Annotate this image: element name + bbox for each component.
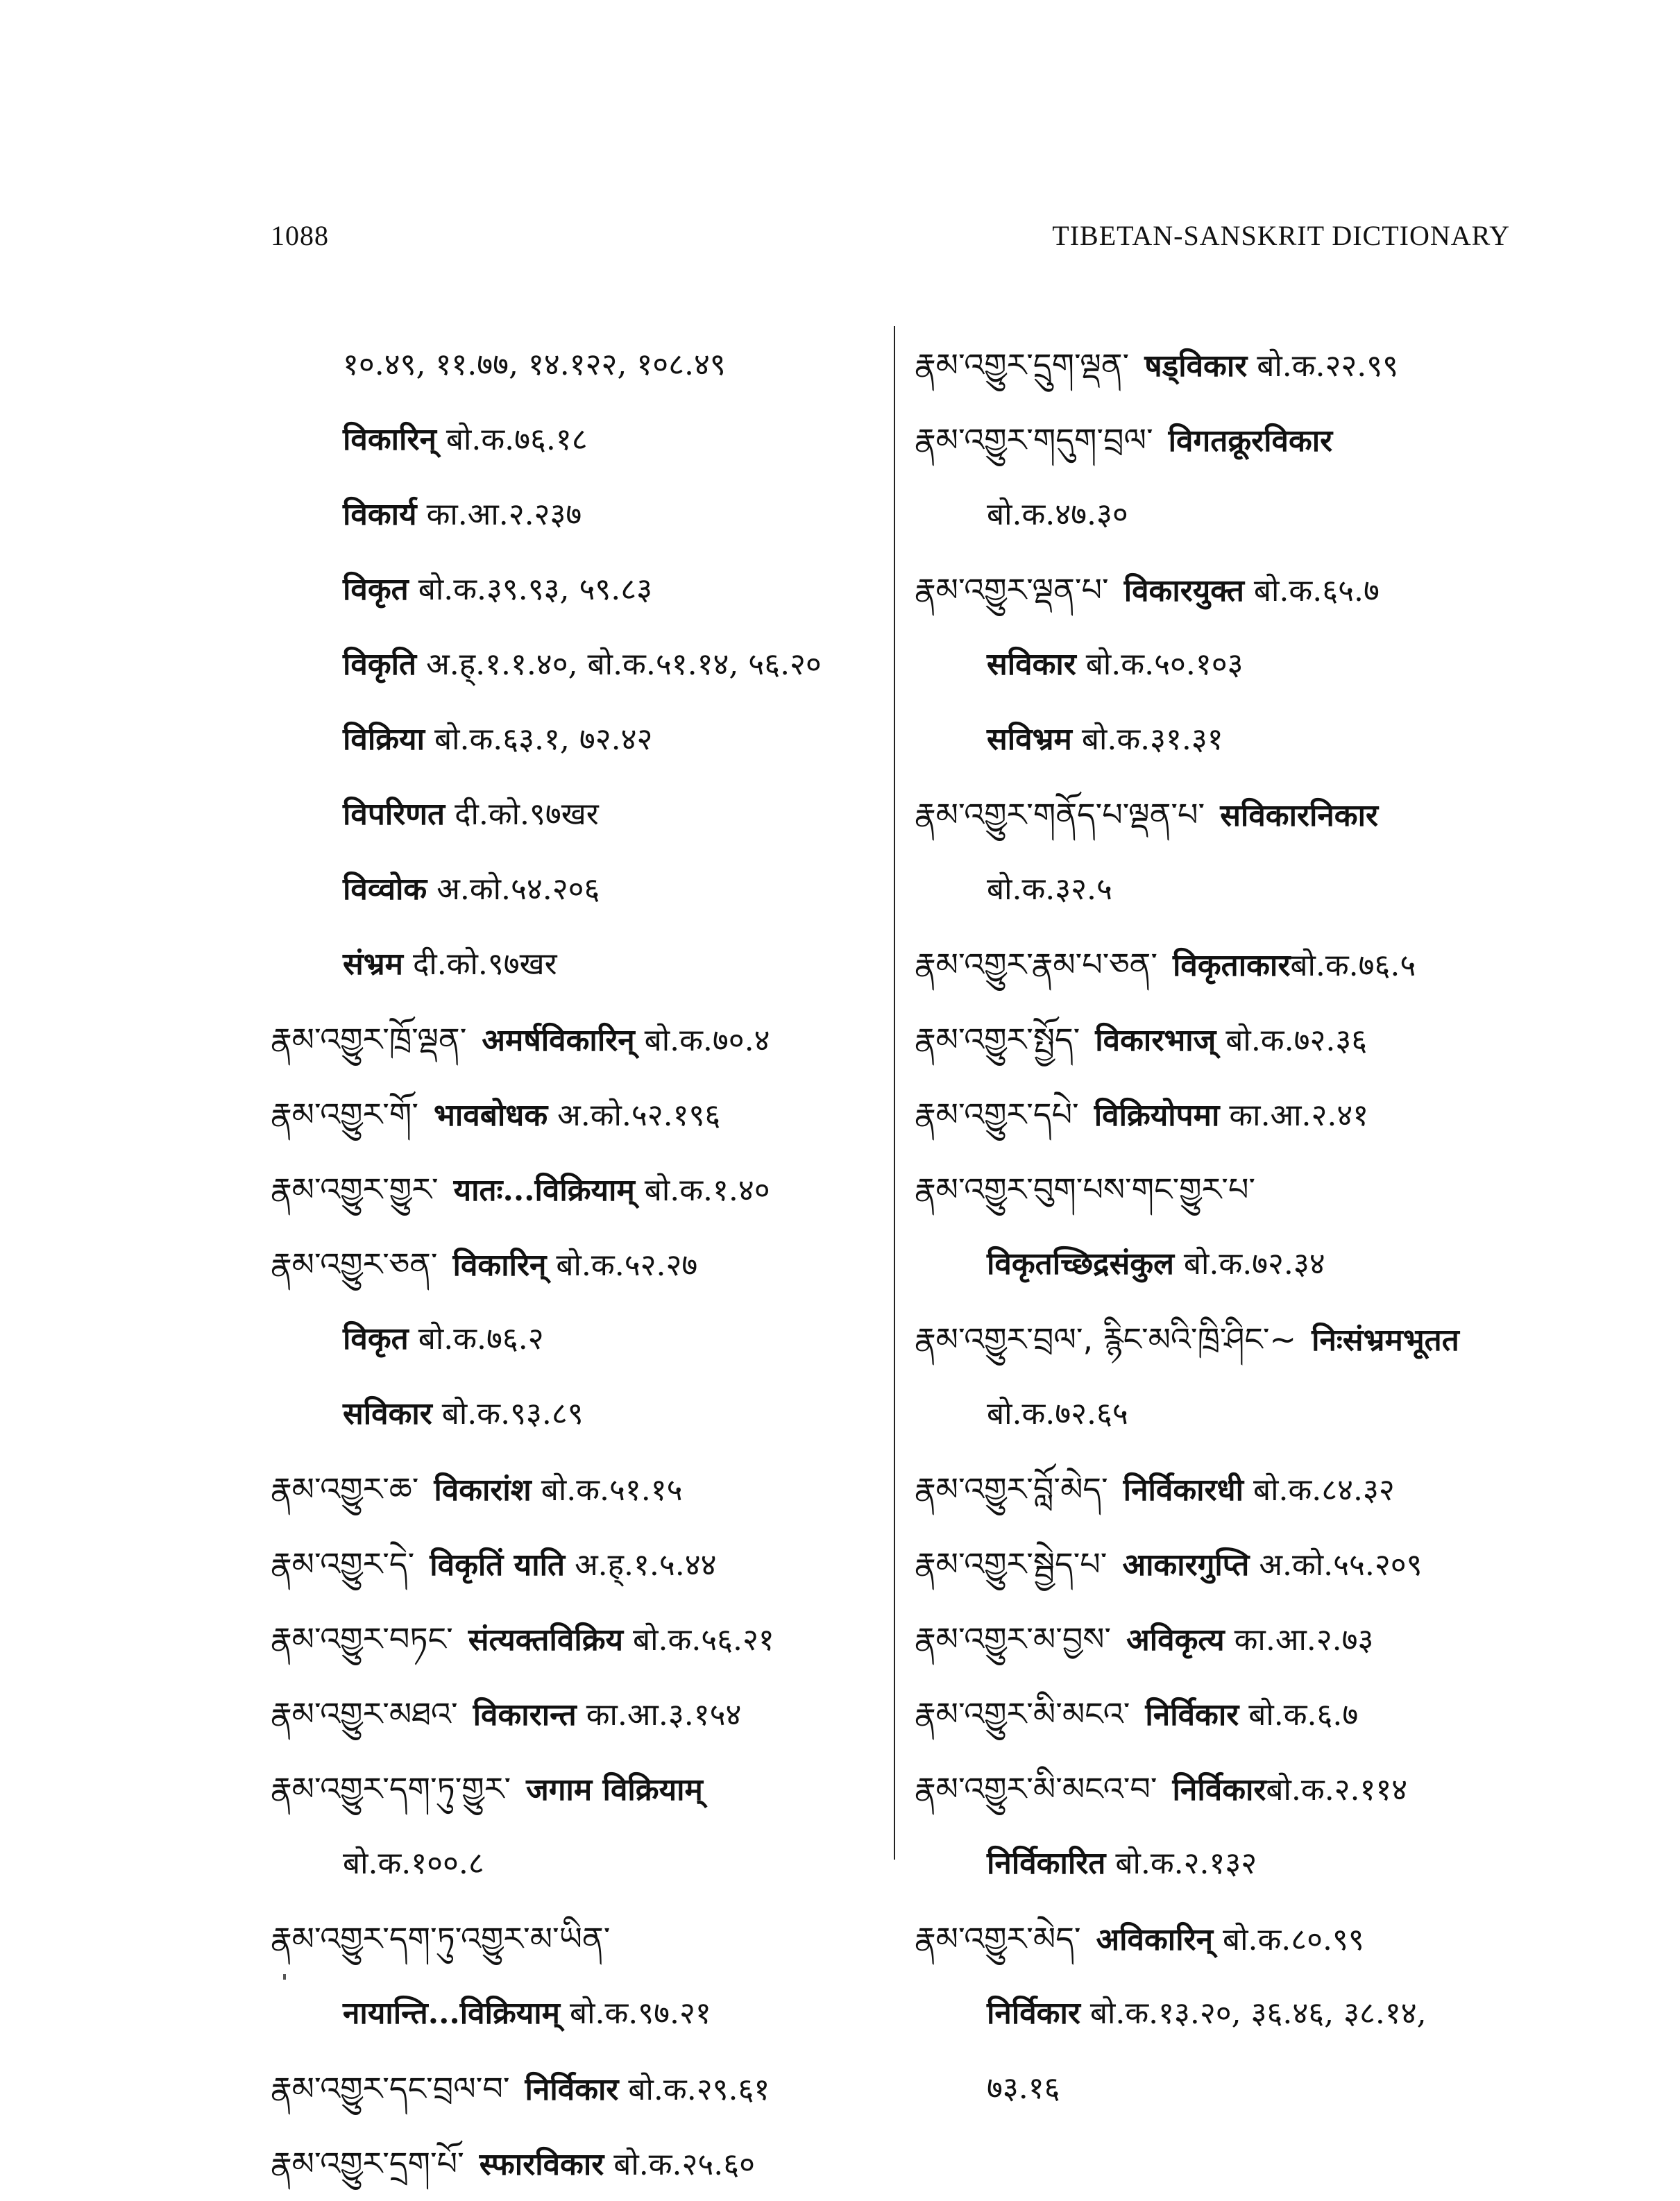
dictionary-line <box>915 1751 1539 1826</box>
dictionary-line <box>271 1976 895 2051</box>
dictionary-line <box>271 2126 895 2201</box>
tibetan-headword: རྣམ་འགྱུར་དྲུག་ལྡན་ <box>915 346 1130 384</box>
tibetan-headword: རྣམ་འགྱུར་དཔེ་ <box>915 1096 1079 1133</box>
sanskrit-equivalent: संभ्रम <box>343 946 403 982</box>
sanskrit-equivalent: यातः...विक्रियाम् <box>453 1173 635 1208</box>
dictionary-line <box>271 1377 895 1452</box>
dictionary-line <box>915 1152 1539 1227</box>
source-reference: का.आ.३.१५४ <box>576 1697 742 1733</box>
sanskrit-equivalent: विकारिन् <box>343 422 436 457</box>
dictionary-line <box>915 852 1539 927</box>
dictionary-line <box>271 702 895 777</box>
tibetan-headword: རྣམ་འགྱུར་ཁྲོ་ལྡན་ <box>271 1021 467 1058</box>
source-reference: बो.क.७२.३६ <box>1216 1023 1368 1058</box>
tibetan-headword: རྣམ་འགྱུར་དག་ཏུ་གྱུར་ <box>271 1770 511 1808</box>
sanskrit-equivalent: विकृत <box>343 572 409 607</box>
dictionary-line <box>271 477 895 552</box>
dictionary-line <box>271 1302 895 1377</box>
source-reference: बो.क.५०.१०३ <box>1076 647 1244 682</box>
source-reference: बो.क.२९.६१ <box>618 2072 770 2107</box>
dictionary-line <box>915 402 1539 477</box>
tibetan-headword: རྣམ་འགྱུར་བཏང་ <box>271 1620 453 1658</box>
dictionary-line <box>915 1676 1539 1751</box>
source-reference: बो.क.५६.२१ <box>623 1622 774 1658</box>
sanskrit-equivalent: विकारिन् <box>452 1248 547 1283</box>
sanskrit-equivalent: अमर्षविकारिन् <box>482 1023 635 1058</box>
source-reference: बो.क.७२.३४ <box>1173 1246 1325 1282</box>
sanskrit-equivalent: भावबोधक <box>433 1098 548 1133</box>
source-reference: बो.क.७२.६५ <box>987 1396 1128 1431</box>
source-reference: बो.क.३९.९३, ५९.८३ <box>408 572 652 607</box>
tibetan-headword: རྣམ་འགྱུར་གདུག་བྲལ་ <box>915 421 1153 459</box>
dictionary-line <box>915 702 1539 777</box>
source-reference: बो.क.८४.३२ <box>1244 1472 1395 1508</box>
source-reference: बो.क.३२.५ <box>987 872 1112 907</box>
dictionary-line <box>271 328 895 402</box>
sanskrit-equivalent: आकारगुप्ति <box>1122 1547 1250 1583</box>
sanskrit-equivalent: अविकृत्य <box>1126 1622 1225 1658</box>
source-reference: बो.क.७६.५ <box>1290 948 1416 983</box>
sanskrit-equivalent: विपरिणत <box>343 797 446 832</box>
dictionary-line <box>271 1227 895 1302</box>
tibetan-headword: རྣམ་འགྱུར་སྦྱེད་པ་ <box>915 1545 1108 1583</box>
tibetan-headword: རྣམ་འགྱུར་མ་བྱས་ <box>915 1620 1112 1658</box>
dictionary-line <box>915 1601 1539 1676</box>
dictionary-line <box>271 552 895 627</box>
dictionary-line <box>915 328 1539 402</box>
dictionary-line <box>915 552 1539 627</box>
tibetan-headword: རྣམ་འགྱུར་ཆ་ <box>271 1470 419 1508</box>
sanskrit-equivalent: स्फारविकार <box>479 2147 604 2182</box>
sanskrit-equivalent: विकारयुक्त <box>1123 573 1244 609</box>
sanskrit-equivalent: निर्विकार <box>525 2072 619 2107</box>
dictionary-line <box>915 927 1539 1002</box>
dictionary-line <box>271 777 895 852</box>
sanskrit-equivalent: सविकारनिकार <box>1220 798 1378 833</box>
dictionary-line <box>915 777 1539 852</box>
tibetan-headword: རྣམ་འགྱུར་དེ་ <box>271 1545 415 1583</box>
sanskrit-equivalent: विकृताकार <box>1173 948 1291 983</box>
tibetan-headword: རྣམ་འགྱུར་མེད་ <box>915 1920 1081 1957</box>
tibetan-headword: རྣམ་འགྱུར་ཅན་ <box>271 1246 438 1283</box>
sanskrit-equivalent: विक्रिया <box>343 722 425 757</box>
dictionary-line <box>271 2051 895 2126</box>
sanskrit-equivalent: जगाम विक्रियाम् <box>526 1772 703 1808</box>
dictionary-line <box>271 1077 895 1152</box>
source-reference: बो.क.८०.९९ <box>1213 1922 1364 1957</box>
tibetan-headword: རྣམ་འགྱུར་སྤྱོད་ <box>915 1021 1080 1058</box>
source-reference: बो.क.७६.२ <box>408 1321 544 1357</box>
dictionary-line <box>915 1302 1539 1377</box>
source-reference: बो.क.१.४० <box>634 1173 770 1208</box>
source-reference: बो.क.५१.१५ <box>531 1472 683 1508</box>
source-reference: बो.क.१३.२०, ३६.४६, ३८.१४, <box>1080 1996 1427 2031</box>
running-head: TIBETAN-SANSKRIT DICTIONARY <box>1052 220 1510 251</box>
sanskrit-equivalent: संत्यक्तविक्रिय <box>468 1622 624 1658</box>
dictionary-line <box>271 852 895 927</box>
dictionary-line <box>271 1527 895 1601</box>
dictionary-line <box>915 1976 1539 2051</box>
sanskrit-equivalent: नायान्ति...विक्रियाम् <box>343 1996 560 2031</box>
dictionary-line <box>915 477 1539 552</box>
left-column <box>271 328 895 2201</box>
source-reference: दी.को.९७खर <box>403 946 557 982</box>
sanskrit-equivalent: विक्रियोपमा <box>1094 1098 1220 1133</box>
source-reference: बो.क.६३.१, ७२.४२ <box>424 722 653 757</box>
sanskrit-equivalent: सविकार <box>987 647 1076 682</box>
dictionary-line <box>271 927 895 1002</box>
sanskrit-equivalent: विव्वोक <box>343 872 427 907</box>
dictionary-line <box>271 1601 895 1676</box>
source-reference: बो.क.६.७ <box>1239 1697 1359 1733</box>
sanskrit-equivalent: अविकारिन् <box>1096 1922 1214 1957</box>
sanskrit-equivalent: विकारभाज् <box>1095 1023 1216 1058</box>
sanskrit-equivalent: विकृतच्छिद्रसंकुल <box>987 1246 1174 1282</box>
sanskrit-equivalent: विगतक्रूरविकार <box>1168 423 1333 459</box>
sanskrit-equivalent: विकृत <box>343 1321 409 1357</box>
tibetan-headword: རྣམ་འགྱུར་དྲག་པོ་ <box>271 2145 464 2182</box>
tibetan-headword: རྣམ་འགྱུར་མི་མངའ་ <box>915 1695 1130 1733</box>
dictionary-line <box>271 402 895 477</box>
source-reference: अ.को.५२.१९६ <box>548 1098 721 1133</box>
page-number: 1088 <box>271 220 329 251</box>
source-reference: बो.क.७०.४ <box>634 1023 770 1058</box>
source-reference: बो.क.५२.२७ <box>546 1248 698 1283</box>
source-reference: बो.क.६५.७ <box>1244 573 1380 609</box>
dictionary-line <box>915 1002 1539 1077</box>
sanskrit-equivalent: निर्विकारधी <box>1123 1472 1244 1508</box>
dictionary-line <box>915 1901 1539 1976</box>
source-reference: बो.क.९३.८९ <box>432 1396 584 1431</box>
source-reference: का.आ.२.२३७ <box>416 497 582 532</box>
source-reference: बो.क.३१.३१ <box>1071 722 1223 757</box>
sanskrit-equivalent: सविकार <box>343 1396 432 1431</box>
source-reference: अ.को.५५.२०९ <box>1249 1547 1423 1583</box>
dictionary-line <box>915 1452 1539 1527</box>
dictionary-line <box>271 1901 895 1976</box>
source-reference: दी.को.९७खर <box>445 797 599 832</box>
dictionary-line <box>915 1077 1539 1152</box>
tibetan-headword: རྣམ་འགྱུར་ལྡན་པ་ <box>915 571 1109 609</box>
source-reference: बो.क.२.१३२ <box>1105 1846 1257 1881</box>
tibetan-headword: རྣམ་འགྱུར་རྣམ་པ་ཅན་ <box>915 946 1158 983</box>
dictionary-line <box>915 1527 1539 1601</box>
dictionary-line <box>915 1377 1539 1452</box>
dictionary-line <box>271 1002 895 1077</box>
dictionary-line <box>271 1826 895 1901</box>
tibetan-headword: རྣམ་འགྱུར་གནོད་པ་ལྡན་པ་ <box>915 796 1205 833</box>
tibetan-headword: རྣམ་འགྱུར་བློ་མེད་ <box>915 1470 1108 1508</box>
dictionary-line <box>271 1452 895 1527</box>
source-reference: अ.ह्.१.१.४०, बो.क.५१.१४, ५६.२० <box>416 647 822 682</box>
right-column <box>915 328 1539 2126</box>
source-reference: बो.क.९७.२१ <box>560 1996 711 2031</box>
sanskrit-equivalent: निर्विकार <box>1172 1772 1266 1808</box>
dictionary-line <box>915 627 1539 702</box>
source-reference: १०.४९, ११.७७, १४.१२२, १०८.४९ <box>343 347 726 382</box>
source-reference: बो.क.४७.३० <box>987 497 1128 532</box>
sanskrit-equivalent: विकारान्त <box>473 1697 577 1733</box>
tibetan-headword: རྣམ་འགྱུར་དག་ཏུ་འགྱུར་མ་ཡིན་ <box>271 1920 611 1957</box>
tibetan-headword: རྣམ་འགྱུར་མཐའ་ <box>271 1695 458 1733</box>
source-reference: का.आ.२.४१ <box>1219 1098 1369 1133</box>
sanskrit-equivalent: षड्विकार <box>1144 348 1248 384</box>
tibetan-headword: རྣམ་འགྱུར་མི་མངའ་བ་ <box>915 1770 1157 1808</box>
tibetan-headword: རྣམ་འགྱུར་བུག་པས་གང་གྱུར་པ་ <box>915 1171 1256 1208</box>
dictionary-line <box>271 1751 895 1826</box>
sanskrit-equivalent: विकृति <box>343 647 417 682</box>
sanskrit-equivalent: विकारांश <box>434 1472 532 1508</box>
stray-print-mark <box>283 1974 286 1980</box>
sanskrit-equivalent: निर्विकार <box>1145 1697 1239 1733</box>
dictionary-line <box>915 1227 1539 1302</box>
dictionary-line <box>915 2051 1539 2126</box>
source-reference: का.आ.२.७३ <box>1224 1622 1374 1658</box>
tibetan-headword: རྣམ་འགྱུར་དང་བྲལ་བ་ <box>271 2070 510 2107</box>
source-reference: अ.ह्.१.५.४४ <box>565 1547 717 1583</box>
column-divider <box>894 326 895 1860</box>
source-reference: ७३.१६ <box>987 2071 1060 2106</box>
source-reference: बो.क.२.११४ <box>1266 1772 1408 1808</box>
tibetan-headword: རྣམ་འགྱུར་གོ་ <box>271 1096 418 1133</box>
dictionary-line <box>271 627 895 702</box>
sanskrit-equivalent: विकृतिं याति <box>430 1547 566 1583</box>
sanskrit-equivalent: विकार्य <box>343 497 417 532</box>
sanskrit-equivalent: निर्विकारित <box>987 1846 1106 1881</box>
source-reference: बो.क.२२.९९ <box>1247 348 1399 384</box>
tibetan-headword: རྣམ་འགྱུར་གྱུར་ <box>271 1171 439 1208</box>
tibetan-headword: རྣམ་འགྱུར་བྲལ་, རྙིང་མའི་ཁྲི་ཤིང་~ <box>915 1320 1297 1358</box>
source-reference: अ.को.५४.२०६ <box>427 872 600 907</box>
sanskrit-equivalent: सविभ्रम <box>987 722 1072 757</box>
source-reference: बो.क.२५.६० <box>604 2147 756 2182</box>
dictionary-line <box>915 1826 1539 1901</box>
sanskrit-equivalent: निर्विकार <box>987 1996 1080 2031</box>
source-reference: बो.क.१००.८ <box>343 1846 484 1881</box>
dictionary-line <box>271 1676 895 1751</box>
source-reference: बो.क.७६.१८ <box>436 422 588 457</box>
dictionary-line <box>271 1152 895 1227</box>
sanskrit-equivalent: निःसंभ्रमभूतत <box>1312 1323 1459 1358</box>
